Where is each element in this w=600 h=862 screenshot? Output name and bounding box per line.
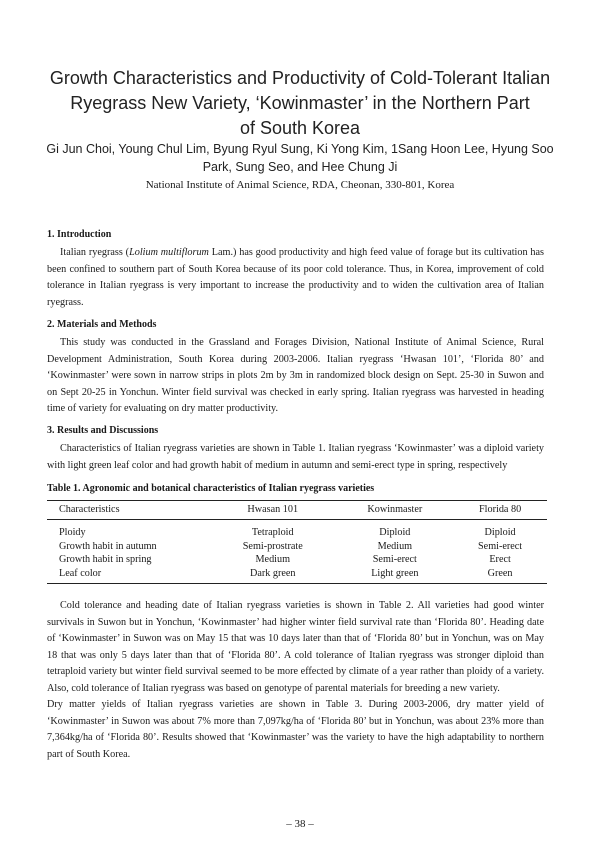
methods-text: This study was conducted in the Grassland and Forages Division, National Institute of Animal Science, Rural Development Administration, South Korea during 2003-2006. Italian ryegrass ‘Hwasan 101’, ‘Florida 80’ and ‘Kowinmaster’ were sown in narrow strips in plots 2m by 3m in randomized block design on Sept. 25-30 in Suwon and on Sept 20-25 in Yonchun. Winter field survival was checked in early spring. Italian ryegrass was harvested in heading time of variety for evaluating on dry matter productivity. bbox=[47, 337, 544, 414]
title-line-3: of South Korea bbox=[239, 118, 361, 138]
table-cell: Tetraploid bbox=[251, 527, 294, 538]
table-cell: Ploidy bbox=[59, 527, 86, 538]
affiliation: National Institute of Animal Science, RDA, Cheonan, 330-801, Korea bbox=[145, 179, 455, 191]
intro-text-start: Italian ryegrass ( bbox=[60, 247, 130, 258]
table-cell: Dark green bbox=[209, 567, 337, 584]
table-cell: Semi-erect bbox=[478, 540, 523, 552]
section-results-continued bbox=[47, 598, 544, 763]
title-line-2: Ryegrass New Variety, ‘Kowinmaster’ in the Northern Part bbox=[70, 93, 530, 113]
species-name: Lolium multiflorum bbox=[129, 247, 209, 258]
table1-caption: Table 1. Agronomic and botanical characteristics of Italian ryegrass varieties bbox=[47, 483, 375, 494]
author-list bbox=[40, 140, 560, 176]
table-cell: Medium bbox=[377, 540, 413, 552]
table-row bbox=[47, 540, 547, 554]
cold-tolerance-paragraph: Cold tolerance and heading date of Italian ryegrass varieties is shown in Table 2. All varieties had good winter survivals in Suwon but in Yonchun, ‘Kowinmaster’ had higher winter field survival rate than ‘Florida 80’. Heading date of ‘Kowinmaster’ in Suwon was on May 15 that was 10 days later than that of ‘Florida 80’ but in Yonchun, was on May 18 that was only 5 days later than that of ‘Florida 80’. A cold tolerance of Italian ryegrass was stronger diploid than tetraploid variety but winter field survival seemed to be more effected by climate of a year rather than ploidy of a variety. Also, cold tolerance of Italian ryegrass was based on genotype of parental materials for breeding a new variety. bbox=[47, 600, 544, 694]
page-number: – 38 – bbox=[286, 818, 314, 830]
table-row bbox=[47, 567, 547, 584]
table-row bbox=[47, 520, 547, 540]
table-header-row bbox=[47, 501, 547, 520]
table-cell: Erect bbox=[489, 554, 511, 565]
table-cell: Growth habit in autumn bbox=[59, 540, 157, 552]
section-results bbox=[47, 424, 544, 474]
methods-heading: 2. Materials and Methods bbox=[47, 319, 157, 330]
table-cell: Growth habit in spring bbox=[59, 554, 152, 565]
dry-matter-paragraph: Dry matter yields of Italian ryegrass varieties are shown in Table 3. During 2003-2006, dry matter yield of ‘Kowinmaster’ in Suwon was about 7% more than 7,097kg/ha of ‘Florida 80’ but in Yonchun, was about 23% more than 7,364kg/ha of ‘Florida 80’. Results showed that ‘Kowinmaster’ was the variety to have the high adaptability to northern part of South Korea. bbox=[47, 699, 544, 760]
authors-line-1: Gi Jun Choi, Young Chul Lim, Byung Ryul Sung, Ki Yong Kim, 1Sang Hoon Lee, Hyung Soo bbox=[46, 142, 554, 156]
table-cell: Semi-erect bbox=[372, 554, 417, 565]
introduction-heading: 1. Introduction bbox=[47, 229, 112, 240]
table-cell: Light green bbox=[337, 567, 454, 584]
table-header-cell: Hwasan 101 bbox=[209, 501, 337, 520]
introduction-text bbox=[47, 245, 544, 311]
intro-text-rest: Lam.) has good productivity and high feed value of forage but its cultivation has been confined to southern part of South Korea because of its poor cold tolerance. Thus, in Korea, improvement of cold tolerance in Italian ryegrass is very important to increase the productivity and to widen the cultivation area of Italian ryegrass. bbox=[47, 247, 544, 308]
table-header-cell: Characteristics bbox=[47, 501, 209, 520]
table-row bbox=[47, 553, 547, 567]
table-cell: Leaf color bbox=[47, 567, 209, 584]
table-header-cell: Florida 80 bbox=[453, 501, 547, 520]
paper-title bbox=[40, 66, 560, 141]
section-methods bbox=[47, 318, 544, 418]
table-cell: Diploid bbox=[379, 527, 411, 538]
table-cell: Semi-prostrate bbox=[242, 540, 303, 552]
results-heading: 3. Results and Discussions bbox=[47, 425, 159, 436]
table-cell: Green bbox=[453, 567, 547, 584]
table-header-cell: Kowinmaster bbox=[337, 501, 454, 520]
table-cell: Medium bbox=[255, 554, 291, 565]
title-line-1: Growth Characteristics and Productivity of Cold-Tolerant Italian bbox=[49, 68, 551, 88]
authors-line-2: Park, Sung Seo, and Hee Chung Ji bbox=[202, 160, 398, 174]
results-text: Characteristics of Italian ryegrass varieties are shown in Table 1. Italian ryegrass ‘Kowinmaster’ was a diploid variety with light green leaf color and had growth habit of medium in autumn and semi-erect type in spring, respectively bbox=[47, 443, 544, 471]
table1 bbox=[47, 500, 547, 584]
table-cell: Diploid bbox=[484, 527, 516, 538]
section-introduction bbox=[47, 228, 544, 311]
